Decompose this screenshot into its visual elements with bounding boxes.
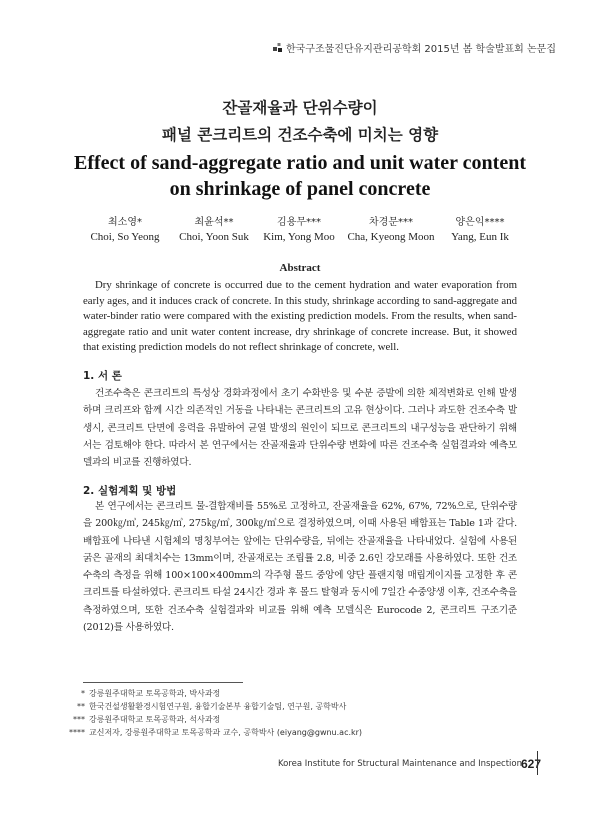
footnote-text: 강릉원주대학교 토목공학과, 석사과정 (89, 715, 221, 724)
footnote-mark: * (81, 689, 85, 698)
author-name-en: Yang, Eun Ik (451, 231, 509, 243)
conference-name: 한국구조물진단유지관리공학회 2015년 봄 학술발표회 논문집 (285, 44, 556, 55)
abstract-heading: Abstract (279, 262, 321, 274)
footnote-text: 교신저자, 강릉원주대학교 토목공학과 교수, 공학박사 (eiyang@gwnu.ac.kr) (89, 728, 363, 737)
page-number: 627 (521, 757, 542, 771)
conference-header (273, 40, 556, 55)
footnote-divider (83, 682, 243, 683)
section-2-heading: 2. 실험계획 및 방법 (83, 485, 177, 497)
footnote-mark: ** (77, 702, 85, 711)
author-name-kr: 김용무*** (277, 217, 321, 228)
footnote-text: 한국건설생활환경시험연구원, 융합기술본부 융합기술팀, 연구원, 공학박사 (89, 702, 347, 711)
footnote-mark: *** (73, 715, 85, 724)
author-name-en: Kim, Yong Moo (263, 231, 335, 243)
author-name-kr: 양은익**** (455, 217, 505, 228)
author-name-en: Choi, Yoon Suk (179, 231, 249, 243)
author-name-kr: 최윤석** (194, 217, 234, 228)
author-name-en: Choi, So Yeong (90, 231, 160, 243)
footnote-text: 강릉원주대학교 토목공학과, 박사과정 (89, 689, 221, 698)
author-name-kr: 차경문*** (369, 217, 413, 228)
korean-title-line-2: 패널 콘크리트의 건조수축에 미치는 영향 (161, 126, 439, 144)
english-title-line-1: Effect of sand-aggregate ratio and unit water content (74, 152, 526, 174)
section-2-text: 본 연구에서는 콘크리트 물-결합재비를 55%로 고정하고, 잔골재율을 62%, 67%, 72%으로, 단위수량을 200㎏/㎥, 245㎏/㎥, 275㎏/㎥, 300㎏/㎥으로 결정하였으며, 이때 사용된 배합표는 Table 1과 같다. 배합표에 나타낸 시험체의 명칭부여는 앞에는 단위수량을, 뒤에는 잔골재율을 나타내었다. 실험에 사용된 굵은 골재의 최대치수는 13mm이며, 잔골재로는 조립률 2.8, 비중 2.6인 강모래를 사용하였다. 또한 건조수축의 측정을 위해 100×100×400mm의 각주형 몰드 중앙에 양단 플랜지형 매립게이지를 고정한 후 콘크리트를 타설하였다. 콘크리트 타설 24시간 경과 후 몰드 탈형과 동시에 7일간 수중양생 이후, 건조수축을 측정하였으며, 또한 건조수축 실험결과와 비교를 위해 예측 모델식은 Eurocode 2, 콘크리트 구조기준(2012)를 사용하였다. (83, 501, 517, 634)
footnote-1 (55, 688, 220, 699)
abstract-text: Dry shrinkage of concrete is occurred due to the cement hydration and water evaporation from early ages, and it induces crack of concrete. In this study, shrinkage according to sand-aggregate and water-binder ratio were compared with the existing prediction models. From the results, when sand-aggregate ratio and unit water content increase, dry shrinkage of concrete increase. But, it showed that existing prediction models do not reflect shrinkage of concrete, well. (83, 279, 518, 354)
footer-divider (537, 751, 538, 775)
author-name-en: Cha, Kyeong Moon (347, 231, 435, 243)
korean-title-line-1: 잔골재율과 단위수량이 (222, 99, 378, 117)
footnote-4 (55, 727, 362, 738)
footnote-3 (55, 714, 220, 725)
footnote-2 (55, 701, 346, 712)
section-1-text: 건조수축은 콘크리트의 특성상 경화과정에서 초기 수화반응 및 수분 증발에 의한 체적변화로 인해 발생하며 크리프와 함께 시간 의존적인 거동을 나타내는 콘크리트의 고유 현상이다. 그러나 과도한 건조수축 발생시, 콘크리트 단면에 응력을 유발하여 균열 발생의 원인이 되므로 콘크리트의 내구성능을 판단하기 위해서는 검토해야 한다. 따라서 본 연구에서는 잔골재율과 단위수량 변화에 따른 건조수축 실험결과와 예측모델과의 비교를 진행하였다. (83, 388, 517, 469)
english-title-line-2: on shrinkage of panel concrete (169, 178, 431, 200)
logo-icon (273, 43, 283, 53)
author-5 (425, 215, 535, 245)
footer-publisher: Korea Institute for Structural Maintenance and Inspection (278, 759, 522, 769)
footnote-mark: **** (69, 728, 85, 737)
section-1-heading: 1. 서 론 (83, 370, 122, 382)
author-name-kr: 최소영* (108, 217, 142, 228)
